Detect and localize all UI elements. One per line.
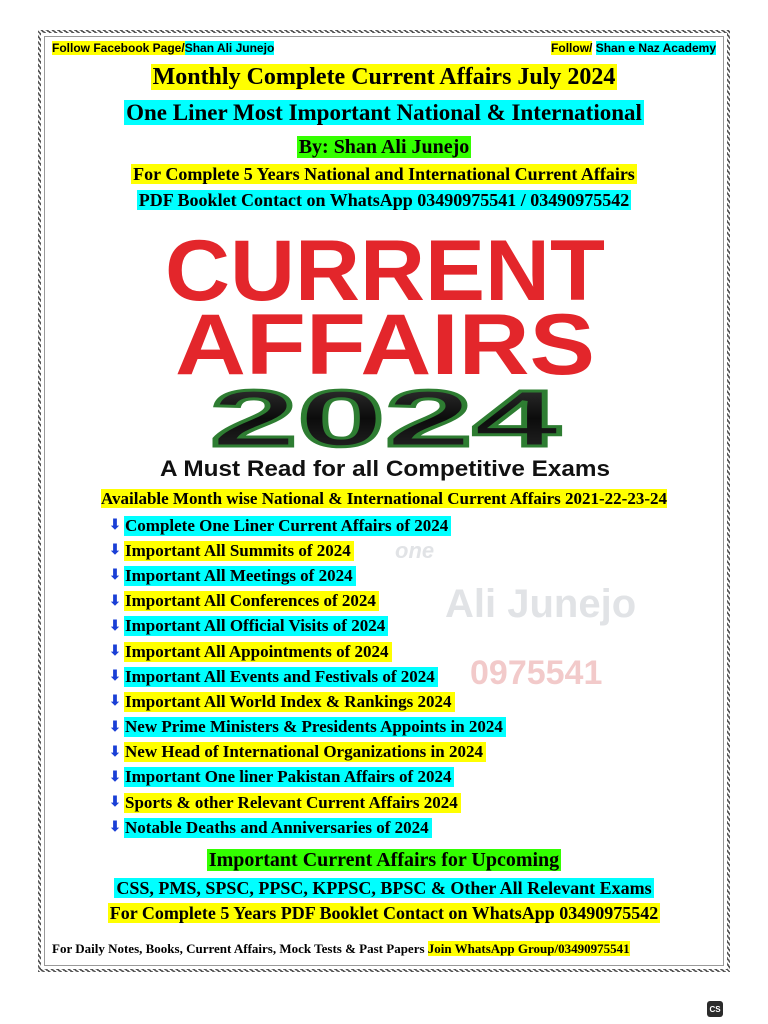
list-item <box>106 689 506 714</box>
list-item <box>106 589 506 614</box>
down-arrow-icon: ⬇ <box>109 618 121 634</box>
academy-follow <box>551 41 716 55</box>
list-item-text: New Head of International Organizations in 2024 <box>124 742 486 762</box>
author: By: Shan Ali Junejo <box>298 136 470 158</box>
list-item-text: Important All Summits of 2024 <box>124 541 354 561</box>
down-arrow-icon: ⬇ <box>109 593 121 609</box>
down-arrow-icon: ⬇ <box>109 518 121 534</box>
watermark-one: one <box>395 538 435 563</box>
down-arrow-icon: ⬇ <box>109 795 121 811</box>
down-arrow-icon: ⬇ <box>109 543 121 559</box>
list-item <box>106 513 506 538</box>
list-item <box>106 664 506 689</box>
banner-word-current: CURRENT <box>165 223 605 319</box>
down-arrow-icon: ⬇ <box>109 719 121 735</box>
footer-text: For Daily Notes, Books, Current Affairs, Mock Tests & Past Papers <box>52 941 425 956</box>
top-bar <box>52 41 716 59</box>
current-affairs-banner <box>150 222 620 482</box>
down-arrow-icon: ⬇ <box>109 820 121 836</box>
list-item-text: Important All Appointments of 2024 <box>124 642 392 662</box>
booklet-contact: For Complete 5 Years PDF Booklet Contact on WhatsApp 03490975542 <box>109 903 659 923</box>
list-item <box>106 538 506 563</box>
list-item-text: Important All Conferences of 2024 <box>124 591 379 611</box>
whatsapp-group-link[interactable]: Join WhatsApp Group/03490975541 <box>427 941 630 956</box>
down-arrow-icon: ⬇ <box>109 568 121 584</box>
upcoming-heading: Important Current Affairs for Upcoming <box>208 849 560 871</box>
camscanner-badge: CS <box>707 1001 723 1017</box>
list-item-text: Important All World Index & Rankings 2024 <box>124 692 455 712</box>
contact-line: PDF Booklet Contact on WhatsApp 03490975541 / 03490975542 <box>138 190 630 210</box>
list-item <box>106 765 506 790</box>
main-title: Monthly Complete Current Affairs July 2024 <box>152 64 616 90</box>
list-item <box>106 563 506 588</box>
list-item-text: Sports & other Relevant Current Affairs 2024 <box>124 793 461 813</box>
watermark-number: 0975541 <box>470 654 603 692</box>
list-item-text: Important One liner Pakistan Affairs of 2024 <box>124 767 454 787</box>
footer <box>52 941 716 957</box>
list-item <box>106 614 506 639</box>
banner-word-affairs: AFFAIRS <box>175 297 595 393</box>
down-arrow-icon: ⬇ <box>109 694 121 710</box>
topics-list <box>106 513 506 840</box>
list-item <box>106 790 506 815</box>
list-item-text: Complete One Liner Current Affairs of 2024 <box>124 516 451 536</box>
exams-line: CSS, PMS, SPSC, PPSC, KPPSC, BPSC & Other All Relevant Exams <box>116 878 652 898</box>
subtitle: One Liner Most Important National & International <box>126 100 642 125</box>
academy-name[interactable]: Shan e Naz Academy <box>595 41 716 55</box>
list-item <box>106 639 506 664</box>
list-item-text: Important All Meetings of 2024 <box>124 566 356 586</box>
watermark-name: Ali Junejo <box>445 582 637 626</box>
facebook-follow <box>52 41 274 55</box>
list-item-text: New Prime Ministers & Presidents Appoints in 2024 <box>124 717 506 737</box>
down-arrow-icon: ⬇ <box>109 669 121 685</box>
down-arrow-icon: ⬇ <box>109 644 121 660</box>
academy-label: Follow/ <box>551 41 593 55</box>
banner-year: 2024 <box>210 374 561 463</box>
five-years-line: For Complete 5 Years National and International Current Affairs <box>133 164 635 184</box>
list-item <box>106 740 506 765</box>
down-arrow-icon: ⬇ <box>109 744 121 760</box>
list-item <box>106 815 506 840</box>
list-item-text: Important All Events and Festivals of 2024 <box>124 667 438 687</box>
list-item-text: Important All Official Visits of 2024 <box>124 616 388 636</box>
list-item <box>106 715 506 740</box>
down-arrow-icon: ⬇ <box>109 769 121 785</box>
list-item-text: Notable Deaths and Anniversaries of 2024 <box>124 818 432 838</box>
facebook-name[interactable]: Shan Ali Junejo <box>184 41 275 55</box>
banner-tagline: A Must Read for all Competitive Exams <box>160 456 610 481</box>
available-months: Available Month wise National & International Current Affairs 2021-22-23-24 <box>100 489 667 508</box>
facebook-label: Follow Facebook Page/ <box>52 41 185 55</box>
